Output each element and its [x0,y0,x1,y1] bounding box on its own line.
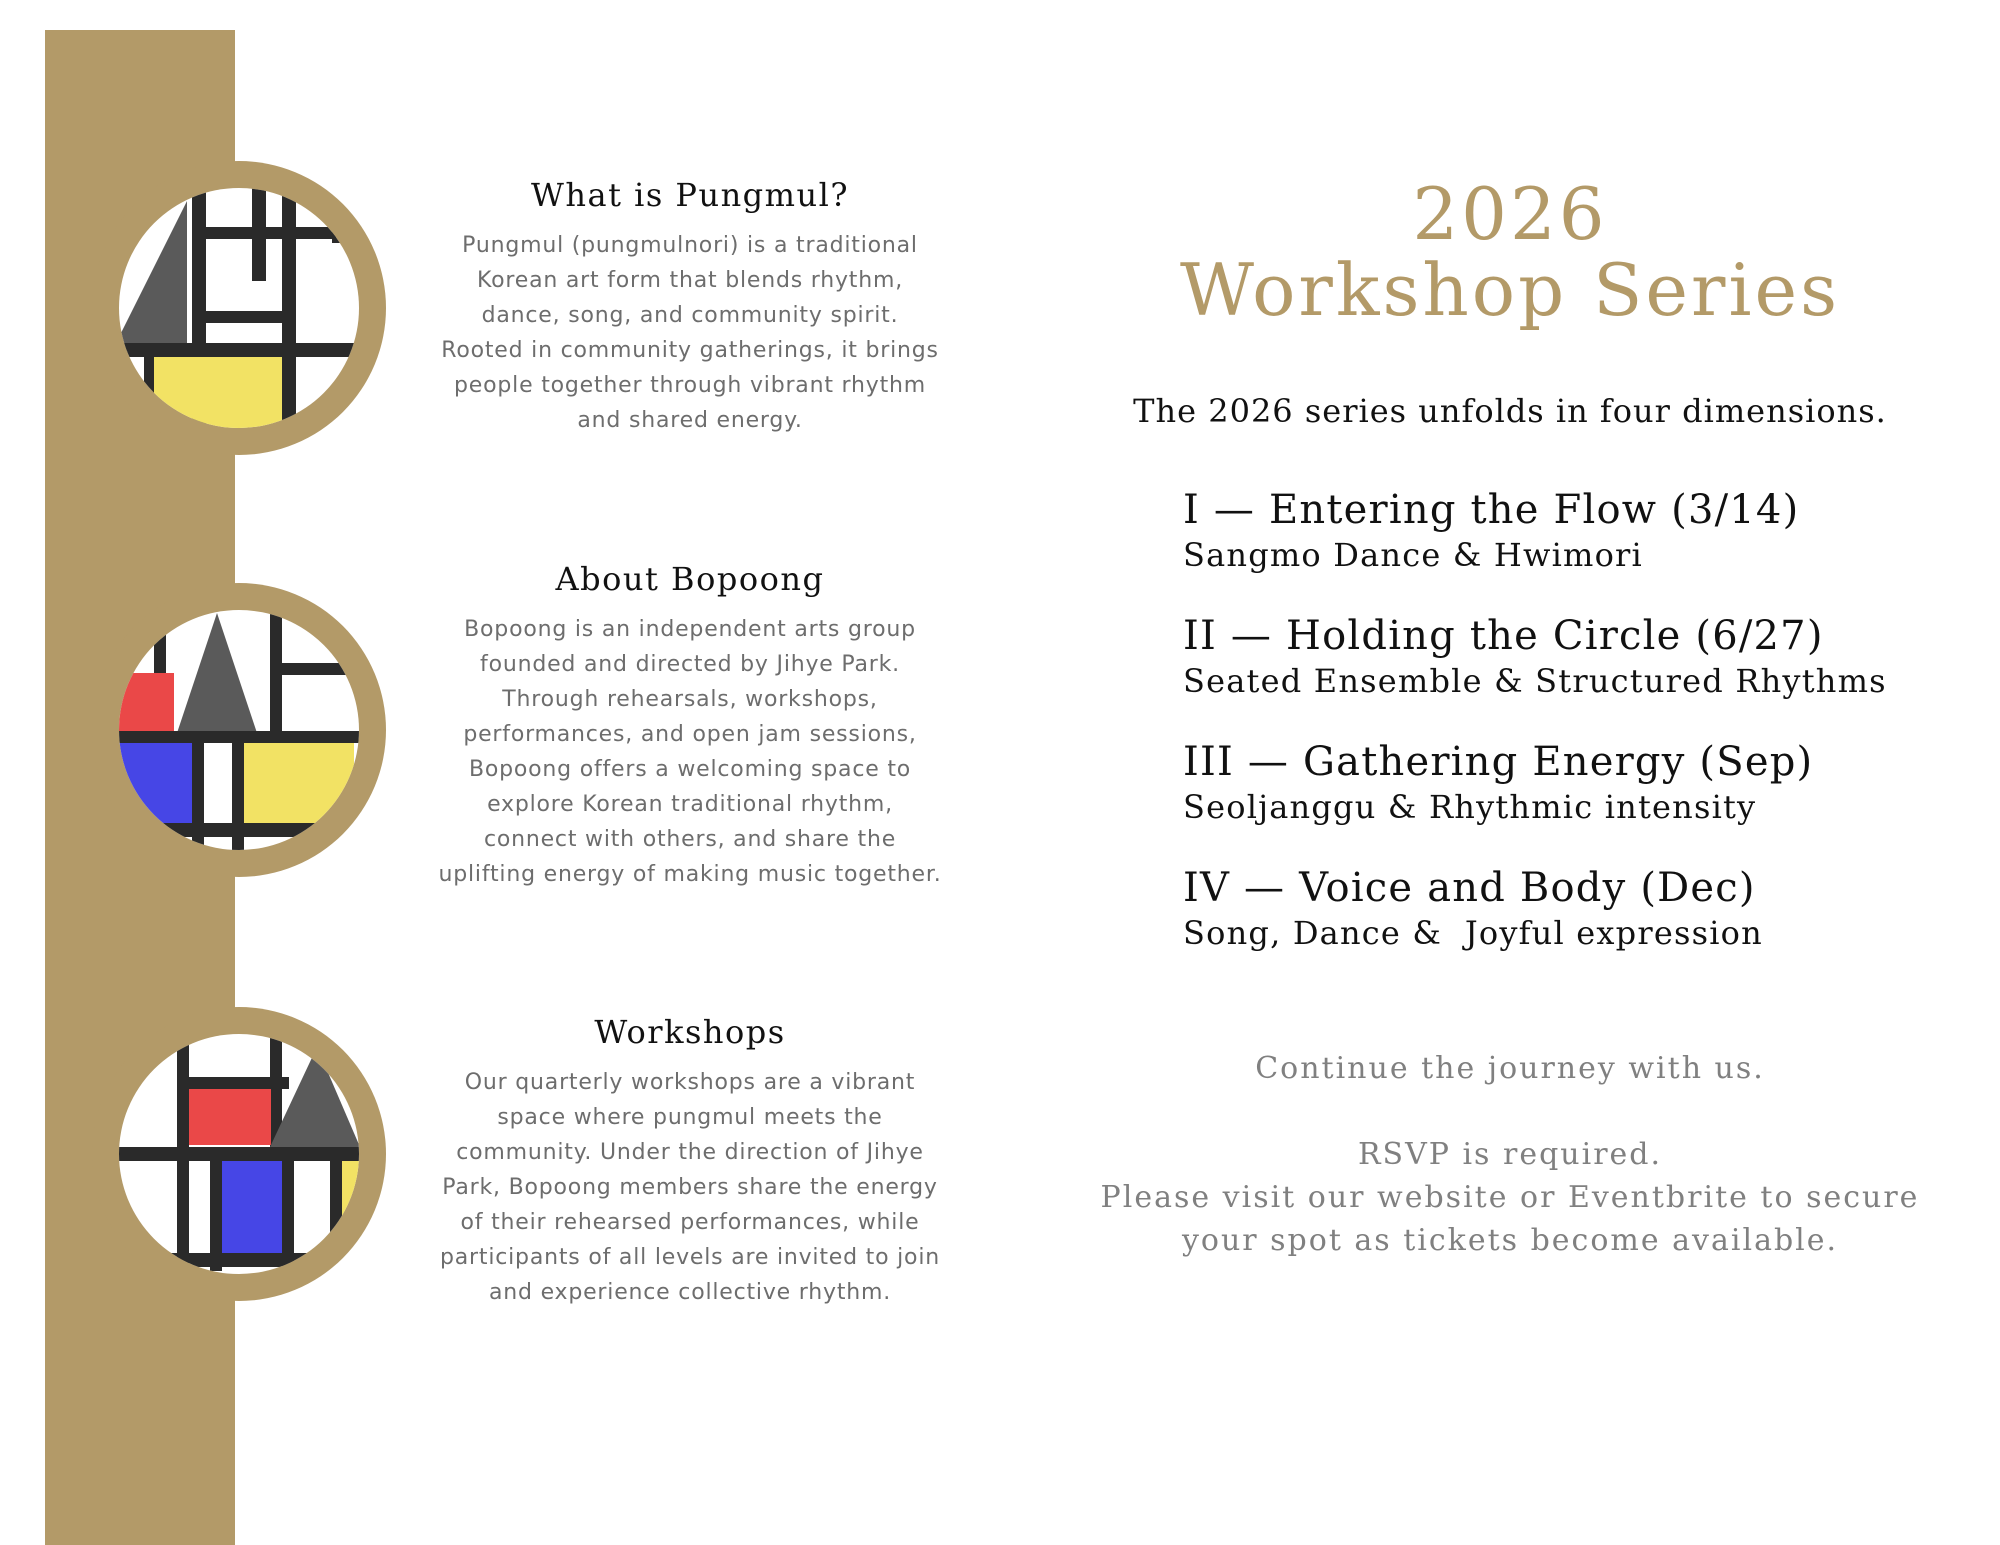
dimension-subtitle: Song, Dance & Joyful expression [1183,914,1763,952]
dimension-subtitle: Sangmo Dance & Hwimori [1183,536,1643,574]
section-body: Bopoong is an independent arts group founded and directed by Jihye Park. Through rehearsals, workshops, performances, and open jam sessions, Bopoong offers a welcoming space to explore Korean traditional rhythm, connect with others, and share the uplifting energy of making music together. [438,617,942,887]
closing-note [1080,1047,1940,1262]
dimension-item [1183,739,1983,865]
dimensions-list [1183,487,1983,991]
series-intro: The 2026 series unfolds in four dimensions. [1133,392,1887,430]
section-title: About Bopoong [555,560,825,598]
series-heading [1080,172,1940,332]
dimension-title: II — Holding the Circle (6/27) [1183,613,1824,659]
dimension-item [1183,613,1983,739]
pungmul-art-medallion-2 [92,583,387,878]
pungmul-art-medallion-1 [92,161,387,456]
dimension-item [1183,865,1983,991]
spacer [1080,1090,1940,1133]
pungmul-art-medallion-3 [92,1007,387,1302]
dimension-title: III — Gathering Energy (Sep) [1183,739,1814,785]
rsvp-instructions-cont: your spot as tickets become available. [1181,1223,1839,1258]
section-body: Pungmul (pungmulnori) is a traditional Korean art form that blends rhythm, dance, song, and community spirit. Rooted in community gatherings, it brings people together through vibrant rhythm and shared energy. [441,233,939,433]
dimension-title: I — Entering the Flow (3/14) [1183,487,1800,533]
closing-invite: Continue the journey with us. [1255,1051,1765,1086]
section-body: Our quarterly workshops are a vibrant space where pungmul meets the community. Under the direction of Jihye Park, Bopoong members share the energy of their rehearsed performances, while participants of all levels are invited to join and experience collective rhythm. [440,1070,940,1305]
dimension-subtitle: Seoljanggu & Rhythmic intensity [1183,788,1757,826]
section-title: Workshops [594,1013,786,1051]
section-workshops [420,1013,960,1310]
dimension-title: IV — Voice and Body (Dec) [1183,865,1756,911]
series-year: 2026 [1412,172,1608,256]
rsvp-notice: RSVP is required. [1357,1137,1663,1172]
series-name: Workshop Series [1179,248,1841,332]
section-about-bopoong [420,560,960,892]
dimension-item [1183,487,1983,613]
section-what-is-pungmul [420,176,960,438]
dimension-subtitle: Seated Ensemble & Structured Rhythms [1183,662,1887,700]
section-title: What is Pungmul? [530,176,849,214]
rsvp-instructions: Please visit our website or Eventbrite to secure [1100,1180,1920,1215]
